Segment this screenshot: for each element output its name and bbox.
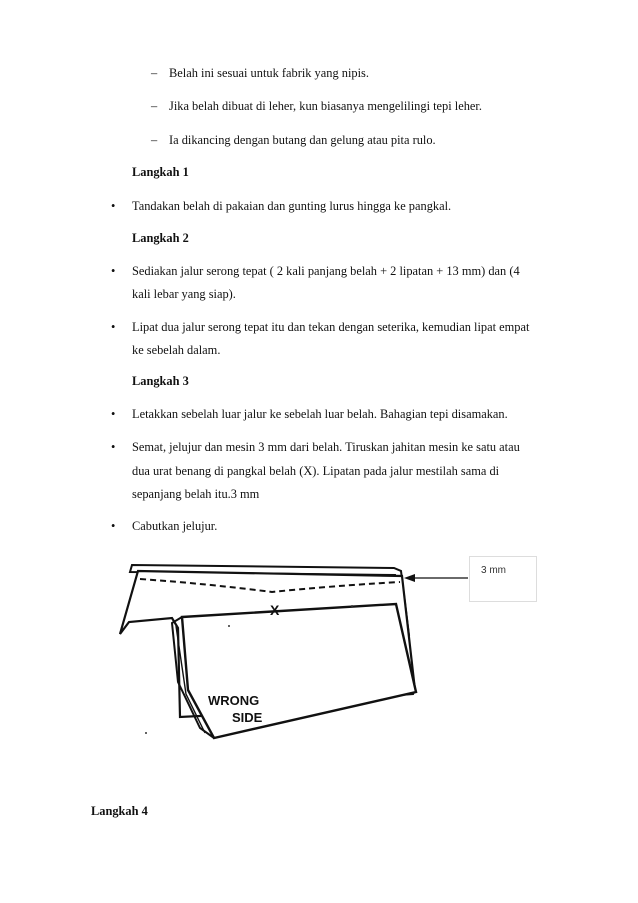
pangkal-marker: X xyxy=(270,602,280,618)
step-1-instruction: Tandakan belah di pakaian dan gunting lurus hingga ke pangkal. xyxy=(132,199,452,213)
bullet-marker: • xyxy=(111,440,116,454)
measurement-label: 3 mm xyxy=(481,565,506,576)
step-2-instruction-line: kali lebar yang siap). xyxy=(132,287,236,301)
note-text: Ia dikancing dengan butang dan gelung atau pita rulo. xyxy=(169,133,436,147)
step-2-instruction-line: Sediakan jalur serong tepat ( 2 kali panjang belah + 2 lipatan + 13 mm) dan (4 xyxy=(132,264,520,278)
step-2-instruction-line: Lipat dua jalur serong tepat itu dan tekan dengan seterika, kemudian lipat empat xyxy=(132,320,530,334)
step-3-instruction-line: Semat, jelujur dan mesin 3 mm dari belah. Tiruskan jahitan mesin ke satu atau xyxy=(132,440,520,454)
fabric-dot xyxy=(351,605,353,607)
step-2-heading: Langkah 2 xyxy=(132,231,189,245)
fabric-dot xyxy=(228,625,230,627)
bullet-marker: • xyxy=(111,519,116,533)
bullet-marker: • xyxy=(111,407,116,421)
wrong-side-fabric xyxy=(182,604,416,738)
step-3-instruction: Letakkan sebelah luar jalur ke sebelah luar belah. Bahagian tepi disamakan. xyxy=(132,407,508,421)
dash-marker: – xyxy=(151,66,158,80)
step-3-instruction-line: dua urat benang di pangkal belah (X). Lipatan pada jalur mestilah sama di xyxy=(132,464,500,478)
side-label: SIDE xyxy=(232,710,263,725)
dash-marker: – xyxy=(151,99,158,113)
step-1-heading: Langkah 1 xyxy=(132,165,189,179)
dash-marker: – xyxy=(151,133,158,147)
wrong-label: WRONG xyxy=(208,693,260,708)
sewing-diagram xyxy=(0,540,638,770)
bullet-marker: • xyxy=(111,264,116,278)
step-3-instruction-line: sepanjang belah itu.3 mm xyxy=(132,487,260,501)
measurement-callout-box xyxy=(469,556,537,602)
note-text: Jika belah dibuat di leher, kun biasanya mengelilingi tepi leher. xyxy=(169,99,482,113)
pointer-arrow-head xyxy=(404,574,415,582)
bullet-marker: • xyxy=(111,199,116,213)
step-2-instruction-line: ke sebelah dalam. xyxy=(132,343,221,357)
fabric-dot xyxy=(145,732,147,734)
step-4-heading: Langkah 4 xyxy=(91,804,148,818)
bullet-marker: • xyxy=(111,320,116,334)
step-3-heading: Langkah 3 xyxy=(132,374,189,388)
note-text: Belah ini sesuai untuk fabrik yang nipis. xyxy=(169,66,369,80)
step-3-instruction: Cabutkan jelujur. xyxy=(132,519,218,533)
